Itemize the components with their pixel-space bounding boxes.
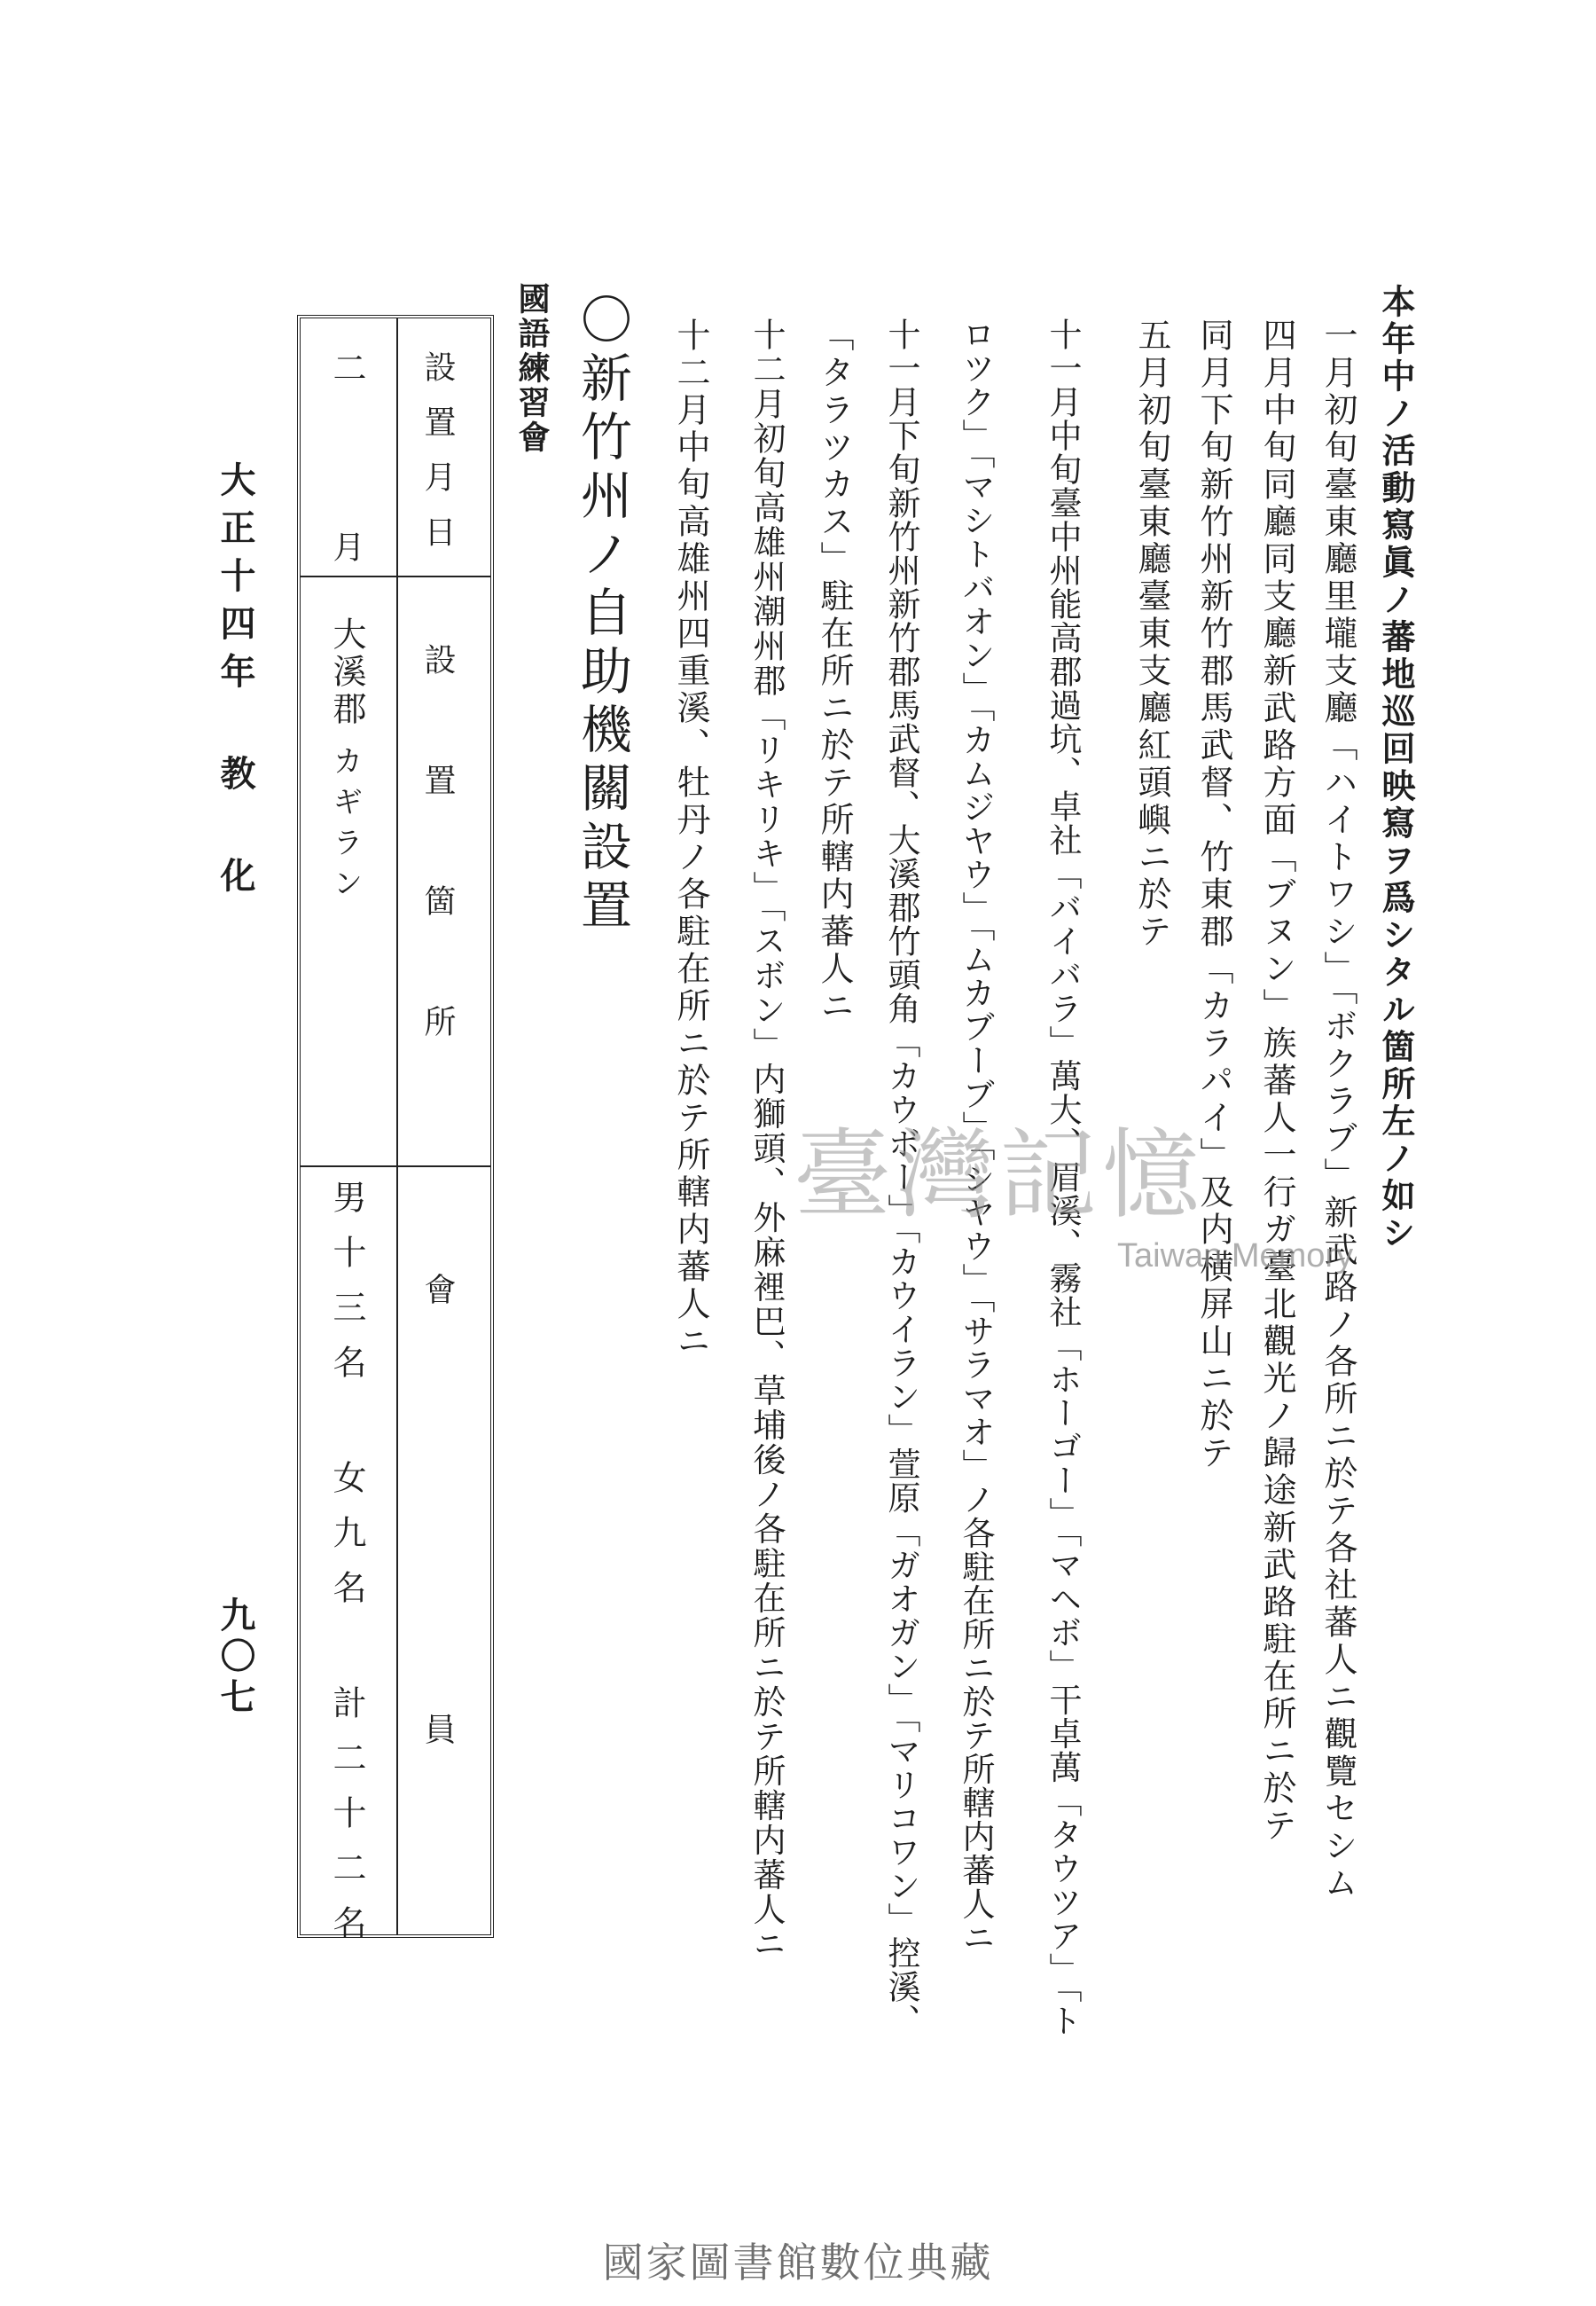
section-heading: 本年中ノ活動寫眞ノ蕃地巡回映寫ヲ爲シタル箇所左ノ如シ bbox=[1376, 284, 1416, 1252]
table-cell-place-name: カギラン bbox=[327, 745, 363, 908]
watermark-subtext: Taiwan Memory bbox=[1117, 1237, 1354, 1275]
library-footer: 國家圖書館數位典藏 bbox=[602, 2239, 994, 2286]
watermark-logo: 臺灣記憶 bbox=[794, 1118, 1205, 1232]
page-number: 九〇七 bbox=[215, 1596, 256, 1719]
text-line: 「タラツカス」駐在所ニ於テ所轄内蕃人ニ bbox=[815, 318, 854, 1025]
table-cell-members: 男十三名 女九名 計二十二名 bbox=[327, 1180, 366, 1960]
text-line: ロツク」「マシトバオン」「カムジヤウ」「ムカブーブ」「シヤウ」「サラマオ」ノ各駐在所ニ於テ所轄内蕃人ニ bbox=[957, 318, 995, 1955]
text-line: 十一月中旬臺中州能高郡過坑、卓社「バイバラ」萬大、眉溪、霧社「ホーゴー」「マヘボ」干卓萬「タウツア」「ト bbox=[1044, 318, 1082, 2037]
table-cell-date-unit: 月 bbox=[328, 530, 364, 562]
section-title: 〇新竹州ノ自助機關設置 bbox=[572, 293, 632, 937]
text-line: 同月下旬新竹州新竹郡馬武督、竹東郡「カラパイ」及内横屏山ニ於テ bbox=[1194, 318, 1233, 1472]
column-divider bbox=[396, 318, 398, 1934]
row-divider bbox=[301, 1165, 490, 1167]
text-line: 一月初旬臺東廳里壠支廳「ハイトワシ」「ボクラブ」新武路ノ各所ニ於テ各社蕃人ニ觀覽セシム bbox=[1318, 318, 1357, 1902]
text-line: 十二月中旬高雄州四重溪、牡丹ノ各駐在所ニ於テ所轄内蕃人ニ bbox=[671, 318, 710, 1361]
text-line: 四月中旬同廳同支廳新武路方面「ブヌン」族蕃人一行ガ臺北觀光ノ歸途新武路駐在所ニ於テ bbox=[1257, 318, 1296, 1845]
row-divider bbox=[301, 576, 490, 577]
table-header-date: 設置月日 bbox=[419, 350, 456, 570]
table-cell-date-number: 二 bbox=[327, 350, 366, 384]
table-cell-place-district: 大溪郡 bbox=[327, 616, 366, 728]
section-subtitle: 國語練習會 bbox=[513, 282, 551, 455]
text-line: 十二月初旬高雄州潮州郡「リキリキ」「スボン」内獅頭、外麻裡巴、草埔後ノ各駐在所ニ於テ所轄内蕃人ニ bbox=[747, 318, 786, 1962]
text-line: 五月初旬臺東廳臺東支廳紅頭嶼ニ於テ bbox=[1132, 318, 1171, 951]
running-title: 大正十四年 教 化 bbox=[215, 461, 256, 905]
table-header-members: 會員 bbox=[419, 1273, 456, 2153]
text-line: 十一月下旬新竹州新竹郡馬武督、大溪郡竹頭角「カウボー」「カウイラン」萱原「ガオガン」「マリコワン」控溪、 bbox=[882, 318, 920, 2037]
table-header-place: 設置箇所 bbox=[419, 643, 456, 1126]
